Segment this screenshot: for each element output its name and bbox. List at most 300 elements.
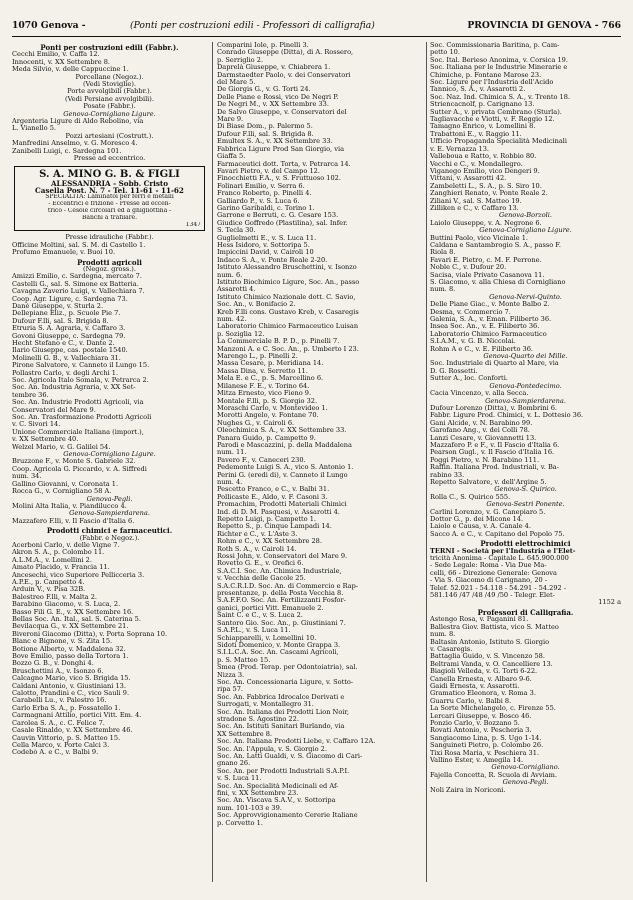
directory-entry: L. Vianello 5.: [12, 125, 56, 133]
directory-entry: Richter e C., v. L'Aste 3.: [217, 530, 298, 538]
directory-entry: Panara Guido, p. Campetto 9.: [217, 434, 316, 442]
subheading: Presse idrauliche (Fabbr.).: [65, 234, 154, 242]
directory-entry: Conrado Giuseppe (Ditta), di A. Rossero,: [217, 49, 354, 57]
directory-entry: Carabelli Lu., v. Palestro 16.: [12, 697, 107, 705]
directory-entry: Finocchietti F.A., v. S. Fruttuoso 102.: [217, 175, 341, 183]
directory-entry: Gani Alcide, v. N. Barabino 99.: [430, 419, 533, 427]
directory-entry: Laiolo Giuseppe, v. A. Negrone 6.: [430, 219, 542, 227]
section-heading: Professori di Calligrafia.: [477, 608, 574, 617]
column-3: [430, 42, 621, 882]
directory-entry: D. G. Rossetti.: [430, 367, 478, 375]
directory-entry: Zanibelli Luigi, c. Sardegna 101.: [12, 147, 122, 155]
directory-entry: S. Tecla 30.: [217, 227, 256, 235]
directory-entry: Garrone e Berruti, c. G. Cesare 153.: [217, 212, 339, 220]
directory-entry: Striencacnolf, p. Carignano 13.: [430, 101, 535, 109]
directory-entry: Rovati Antonio, v. Pescheria 3.: [430, 727, 532, 735]
ad-line: Casella Post. N. 7 - Tel. 11-61 - 11-62: [35, 186, 184, 195]
ad-line: SPECIALITÀ: Laminatoi per ferri e metalli: [45, 194, 174, 201]
directory-entry: num. 42.: [217, 316, 247, 324]
directory-entry: Argenteria Ligure di Aldo Rebolino, via: [12, 118, 144, 126]
directory-entry: Ponzio Carlo, v. Bozzano 5.: [430, 719, 520, 727]
directory-entry: Ind. di D. M. Pasquesi, v. Assarotti 4.: [217, 508, 340, 516]
directory-entry: Bevilacqua G., v. XX Settembre 21.: [12, 623, 129, 631]
directory-entry: p. Corvetto 1.: [217, 819, 263, 827]
subheading: Genova-Cornigliano.: [491, 764, 560, 772]
directory-entry: num. 8.: [430, 286, 456, 294]
directory-entry: num. 8.: [430, 631, 456, 639]
directory-entry: Meda Silvio, v. delle Cappuccine 1.: [12, 66, 129, 74]
directory-entry: Moraschi Carlo, v. Montevideo 1.: [217, 404, 328, 412]
directory-entry: Casale Rinaldo, v. XX Settembre 46.: [12, 727, 133, 735]
directory-entry: Soc. Commissionaria Baritina, p. Cam-: [430, 42, 560, 49]
terni-line: Telef. 52.021 - 54.118 - 54.291 - 54.292 -: [430, 584, 567, 592]
directory-entry: Saint C. e C., v. S. Luca 2.: [217, 612, 303, 620]
directory-entry: Rossi John, v. Conservatori del Mare 9.: [217, 553, 348, 561]
column-1: [12, 42, 207, 882]
directory-entry: Soc. An. Fabbrica Idrocalce Derivati e: [217, 693, 345, 701]
directory-entry: Chimiche, p. Fontane Marose 23.: [430, 71, 542, 79]
directory-entry: Mela E. e C., p. S. Marcellino 6.: [217, 375, 324, 383]
directory-entry: v. Casaregis.: [430, 645, 473, 653]
directory-entry: Istituto Chimico Nazionale dott. C. Savio,: [217, 293, 356, 301]
subheading: Genova-Quarto dei Mille.: [483, 353, 568, 361]
ad-line: trico - Cesoie circolari ed a ghigliottina -: [47, 207, 172, 214]
directory-entry: Soc. An. Latti Gualdi, v. S. Giacomo di Cari-: [217, 753, 363, 760]
directory-entry: Roth S. A., v. Cairoli 14.: [217, 545, 297, 553]
directory-entry: Montale F.lli, p. S. Giorgio 32.: [217, 397, 318, 405]
directory-entry: S.A.C.R.I.D. Soc. An. di Commercio e Rap-: [217, 582, 359, 590]
subheading: Porcellane (Negoz.).: [75, 73, 144, 81]
directory-entry: Noble C., v. Dufour 20.: [430, 264, 507, 272]
directory-entry: Pollastro Carlo, v. degli Archi 1.: [12, 369, 119, 377]
directory-entry: Soc. An. Industria Agraria, v. XX Set-: [12, 384, 136, 392]
section-heading: Prodotti elettrochimici: [480, 540, 571, 548]
directory-entry: Santoro Gio. Soc. An., p. Giustiniani 7.: [217, 619, 346, 627]
directory-entry: Tannico, S. A., v. Assarotti 2.: [430, 86, 526, 94]
directory-entry: Tixi Rosa Maria, v. Peschiera 31.: [430, 749, 540, 757]
directory-entry: Pescetto Franco, e C., v. Balbi 31.: [217, 486, 330, 494]
directory-entry: Garino Garibaldi, c. Torino 1.: [217, 204, 315, 212]
directory-entry: ripa 57.: [217, 686, 243, 694]
directory-entry: Manfredini Anselmo, v. G. Moresco 4.: [12, 140, 138, 148]
directory-entry: Comparini Iole, p. Pinelli 3.: [217, 42, 309, 49]
directory-entry: Raffin. Italiana Prod. Industriali, v. Ba-: [430, 464, 559, 472]
directory-entry: v. XX Settembre 40.: [12, 436, 79, 444]
directory-entry: Ilario Giuseppe, cas. postale 1540.: [12, 347, 128, 355]
directory-entry: Rolla C., S. Quirico 555.: [430, 493, 511, 501]
directory-entry: Gallino Giovanni, v. Coronata 1.: [12, 480, 119, 488]
subheading: (Fabbr. e Negoz.).: [79, 534, 140, 542]
directory-entry: Oleochimica S. A., v. XX Settembre 33.: [217, 427, 347, 435]
directory-entry: Milanese F. E., v. Torino 64.: [217, 382, 310, 390]
subheading: Genova-Pegli.: [86, 495, 133, 503]
directory-entry: Sacco A. e C., v. Capitano del Popolo 75.: [430, 530, 565, 538]
directory-entry: Soc. An. Istituti Sanitari Burlando, via: [217, 723, 345, 731]
directory-entry: Pollicaste E., Aldo, v. F. Casoni 3.: [217, 493, 328, 501]
header-center: (Ponti per costruzioni edili - Professori di calligrafia): [130, 20, 375, 31]
directory-entry: Soc. Ligure per l'Industria dell'Acido: [430, 79, 554, 87]
directory-entry: Folinari Emilio, v. Serra 6.: [217, 182, 305, 190]
terni-line: 581.146 /47 /48 /49 /50 - Telegr. Elet-: [430, 592, 555, 600]
directory-entry: S.I.L.C.A. Soc. An. Cascami Agricoli,: [217, 649, 339, 657]
subheading: Pozzi artesiani (Costrutt.).: [65, 132, 154, 140]
directory-entry: Repetto Luigi, p. Campetto 1.: [217, 516, 317, 523]
directory-entry: Pavero F., v. Caneceri 230.: [217, 456, 306, 464]
directory-entry: ganici, portici Vitt. Emanuele 2.: [217, 604, 324, 612]
directory-entry: fini, v. XX Settembre 23.: [217, 790, 299, 798]
directory-entry: XX Settembre 8.: [217, 730, 273, 738]
directory-entry: Dellepiane Eliz., p. Scuole Pie 7.: [12, 310, 121, 318]
directory-entry: Rocca G., v. Cornigliano 58 A.: [12, 488, 112, 496]
subheading: Genova-Pontedecimo.: [489, 382, 562, 390]
directory-entry: Giaffa 5.: [217, 153, 246, 161]
directory-entry: De Salvo Giuseppe, v. Conservatori del: [217, 108, 347, 116]
directory-entry: Innocenti, v. XX Settembre 8.: [12, 58, 111, 66]
directory-entry: Surrogati, v. Montallegro 31.: [217, 701, 314, 709]
directory-entry: Istituto Alessandro Bruschettini, v. Isonzo: [217, 264, 357, 272]
directory-entry: Bellas Soc. An. Ital., sal. S. Caterina 5.: [12, 616, 141, 624]
directory-entry: Soc. Agricola Italo Somala, v. Petrarca 2.: [12, 377, 149, 385]
page-header: [12, 20, 621, 36]
directory-entry: Coop. Agricola G. Piccardo, v. A. Siffredi: [12, 465, 147, 473]
directory-entry: Guglielmetti E., v. S. Luca 11.: [217, 234, 317, 242]
directory-entry: De Giorgis G., v. G. Torti 24.: [217, 86, 311, 94]
directory-entry: S.A.P.L., v. S. Luca 11.: [217, 627, 291, 635]
directory-entry: Massa Dina, v. Serretto 11.: [217, 367, 308, 375]
directory-entry: Rohm e C., v. XX Settembre 28.: [217, 538, 322, 546]
column-divider: [426, 42, 427, 882]
directory-entry: Sacisa, viale Privato Casanova 11.: [430, 271, 545, 279]
directory-entry: rabino 33.: [430, 471, 465, 479]
directory-entry: Baltasin Antonio, Istituto S. Giorgio: [430, 638, 550, 646]
directory-entry: Pearson Gugl., v. Il Fascio d'Italia 16.: [430, 449, 555, 457]
directory-entry: Laboratorio Chimico Farmaceutico Luisan: [217, 323, 359, 331]
directory-entry: Morotti Angelo, v. Fontane 70.: [217, 412, 319, 420]
directory-entry: Vallino Ester, v. Amegila 14.: [430, 757, 524, 764]
directory-entry: Istituto Biochimico Ligure, Soc. An., passo: [217, 279, 360, 286]
directory-entry: Bruschettini A., v. Isonzo 6.: [12, 667, 104, 675]
directory-entry: Battaglia Guido, v. S. Vincenzo 58.: [430, 653, 545, 661]
directory-entry: Calcagno Mario, vico S. Brigida 15.: [12, 675, 131, 683]
directory-entry: S.A.C.I. Soc. An. Chimica Industriale,: [217, 567, 342, 575]
directory-entry: S.I.A.M., v. G. B. Niccolai.: [430, 338, 516, 346]
directory-entry: Darmstaedter Paolo, v. dei Conservatori: [217, 71, 351, 79]
directory-entry: Cavagna Zaverio Luigi, v. Vallechiara 7.: [12, 288, 145, 296]
directory-entry: Acerboni Carlo, v. delle Vigne 7.: [12, 541, 120, 549]
directory-entry: Favari E. Pietro, c. M. F. Perrone.: [430, 256, 542, 264]
terni-line: TERNI - Società per l'Industria e l'Elet-: [430, 547, 576, 555]
section-heading: Prodotti agricoli: [77, 258, 142, 266]
directory-entry: Soc. An. Industrie Prodotti Agricoli, via: [12, 399, 144, 407]
subheading: Presse ad eccentrico.: [73, 155, 146, 163]
directory-entry: Ancesechi, vico Superiore Pellicceria 3.: [12, 571, 145, 579]
directory-entry: Kreb F.lli cons. Gustavo Kreb, v. Casaregis: [217, 308, 359, 316]
directory-entry: stradone S. Agostino 22.: [217, 715, 299, 723]
directory-entry: Parodi e Mascazzini, p. della Maddalena: [217, 441, 352, 449]
directory-entry: Hecht Stefano e C., v. Dante 2.: [12, 339, 115, 347]
section-heading: Ponti per costruzioni edili (Fabbr.).: [40, 44, 179, 52]
directory-entry: v. C. Sivori 14.: [12, 421, 61, 429]
directory-entry: Pedemonte Luigi S. A., vico S. Antonio 1.: [217, 464, 354, 472]
subheading: Genova-Cornigliano Ligure.: [479, 227, 572, 235]
directory-entry: Cauvin Vittorio, p. S. Matteo 15.: [12, 734, 121, 742]
subheading: Genova-Nervi-Quinto.: [489, 293, 562, 301]
directory-entry: Hess Isidoro, v. Sottoripa 5.: [217, 241, 310, 249]
directory-entry: Caldana e Santambrogio S. A., passo F.: [430, 241, 561, 249]
column-divider: [212, 42, 213, 882]
directory-entry: Coop. Agr. Ligure, c. Sardegna 73.: [12, 295, 128, 303]
directory-entry: Galliardo P., v. S. Luca 6.: [217, 197, 300, 205]
column-2: [217, 42, 423, 882]
directory-entry: Govoni Giuseppe, c. Sardegna 79.: [12, 332, 126, 340]
directory-entry: Calotto, Prandini e C., vico Sauli 9.: [12, 690, 130, 698]
directory-entry: Gramatico Eleonora, v. Roma 3.: [430, 690, 536, 698]
subheading: Genova-Sestri Ponente.: [486, 501, 565, 509]
directory-entry: Carmagnani Attilio, portici Vitt. Em. 4.: [12, 712, 142, 720]
directory-entry: Bruzzone F., v. Monte S. Gabriele 32.: [12, 458, 136, 466]
directory-entry: Zanghieri Renato, v. Ponte Reale 2.: [430, 190, 548, 198]
directory-entry: Nizza 3.: [217, 671, 245, 679]
directory-entry: Profumo Emanuele, v. Buoi 10.: [12, 249, 116, 257]
directory-entry: Caldani Antonio, v. Giustiniani 13.: [12, 682, 126, 690]
header-rule: [12, 36, 621, 37]
directory-entry: Repetto S., p. Cinque Lampadi 14.: [217, 523, 332, 531]
directory-entry: Emultex S. A., v. XX Settembre 33.: [217, 138, 333, 146]
directory-entry: Viganego Emilio, vico Dengeri 9.: [430, 167, 540, 175]
directory-entry: De Negri M., v. XX Settembre 33.: [217, 101, 329, 109]
section-heading: Prodotti chimici e farmaceutici.: [46, 527, 173, 535]
terni-line: 1152 a: [598, 599, 621, 607]
directory-entry: Codebò A. e C., v. Balbi 9.: [12, 749, 99, 757]
directory-entry: Castelli G., sal. S. Simone ex Batteria.: [12, 280, 139, 288]
directory-entry: Ziliani V., sal. S. Matteo 19.: [430, 197, 522, 205]
directory-entry: Noli Zaira in Noriconi.: [430, 786, 506, 794]
directory-entry: v. E. Vernazza 13.: [430, 145, 489, 153]
directory-entry: Biveroni Giacomo (Ditta), v. Porta Soprana 10.: [12, 630, 168, 638]
subheading: Posate (Fabbr.).: [83, 103, 136, 111]
directory-entry: Soc. Industriale di Quarto al Mare, via: [430, 360, 559, 368]
directory-entry: Barabino Giacomo, v. S. Luca, 2.: [12, 601, 121, 609]
directory-entry: Arduin V., v. Pisa 32B.: [12, 586, 86, 594]
directory-entry: Mare 9.: [217, 116, 244, 124]
subheading: (Vedi Stoviglie).: [82, 81, 137, 89]
directory-entry: Vittani, v. Assarotti 42.: [430, 175, 507, 183]
directory-entry: Biagioli Velleda, v. G. Torti 6-22.: [430, 668, 538, 676]
directory-entry: Nughes G., v. Cairoli 6.: [217, 419, 295, 427]
ad-line: ALESSANDRIA - Sobb. Cristo: [50, 179, 169, 187]
directory-entry: Beltrami Vanda, v. O. Cancelliere 13.: [430, 660, 553, 668]
directory-entry: p. Soziglia 12.: [217, 330, 265, 338]
directory-entry: del Mare 5.: [217, 79, 256, 87]
directory-entry: Laboratorio Chimico Farmaceutico: [430, 330, 547, 338]
directory-entry: Schiapparelli, v. Lomellini 10.: [217, 634, 317, 642]
directory-entry: Repetto Salvatore, v. dell'Argine 5.: [430, 478, 547, 486]
directory-entry: Molini Alta Italia, v. Piandilucco 4.: [12, 502, 127, 510]
terni-line: tricità Anonima - Capitale L. 645.900.000: [430, 555, 569, 563]
directory-entry: Vecchi e C., v. Mondallegro.: [430, 160, 523, 168]
directory-entry: Valleboua e Ratto, v. Robbio 80.: [430, 153, 537, 161]
directory-entry: La Commerciale B. P. D., p. Pinelli 7.: [217, 338, 340, 346]
subheading: Genova-Sampierdarena.: [485, 397, 566, 405]
ad-line: 1347: [185, 221, 201, 228]
directory-entry: Sutter A., v. privata Cembrano (Sturla).: [430, 108, 562, 116]
directory-entry: num. 11.: [217, 449, 247, 457]
directory-entry: gnano 26.: [217, 760, 251, 768]
directory-entry: Laiolo e Causa, v. A. Canale 4.: [430, 523, 531, 531]
directory-entry: num. 34.: [12, 473, 42, 481]
directory-entry: Amato Placido, v. Francia 11.: [12, 564, 110, 572]
directory-entry: Daprelà Giuseppe, v. Chiabrera 1.: [217, 64, 331, 72]
directory-entry: Conservatori del Mare 9.: [12, 406, 96, 414]
ad-line: - Eccentrici e frizione - Presse ad eccen-: [48, 201, 171, 208]
directory-entry: Galenia, S. A., v. Eman. Filiberto 36.: [430, 316, 552, 324]
directory-entry: Sutter A., loc. Conforti.: [430, 375, 508, 383]
directory-entry: p. Serriglio 2.: [217, 56, 264, 64]
directory-entry: Franco Roberto, p. Pinelli 4.: [217, 190, 312, 198]
directory-entry: Lercari Giuseppe, v. Bosco 46.: [430, 712, 532, 720]
subheading: Genova-Borzoli.: [499, 212, 552, 220]
advertisement-box: [14, 166, 205, 232]
directory-entry: Garofano Ang., v. dei Colli 78.: [430, 427, 530, 435]
directory-entry: Zambeletti L., S. A., p. S. Siro 10.: [430, 182, 542, 190]
directory-entry: Akron S. A., p. Colombo 11.: [12, 549, 105, 557]
directory-entry: num. 4.: [217, 478, 243, 486]
directory-entry: Fabbr. Ligure Prod. Chimici, v. L. Dottesio 36.: [430, 412, 584, 420]
directory-entry: Mitza Ernesto, vico Fieno 9.: [217, 390, 312, 398]
directory-entry: Mazzafero F.lli, v. Il Fascio d'Italia 6.: [12, 517, 135, 525]
directory-entry: Soc. Approvvigionamento Cererie Italiane: [217, 812, 358, 820]
directory-entry: Soc. Naz. Ind. Chimica S. A., v. Trento 18.: [430, 93, 571, 101]
directory-entry: Rohm A e C., v. E. Filiberto 36.: [430, 345, 534, 353]
directory-entry: Soc. An., v. Bonifacio 2.: [217, 301, 296, 309]
directory-entry: Tamagno Enrico, v. Lomellini 8.: [430, 123, 536, 131]
directory-entry: Smea (Prod. Terap. per Odontoiatria), sal.: [217, 664, 358, 672]
directory-entry: Basso Fili G. E., v. XX Settembre 16.: [12, 608, 134, 616]
directory-entry: Assarotti 4.: [217, 286, 256, 294]
directory-entry: Indaco S. A., v. Ponte Reale 2-20.: [217, 256, 328, 264]
directory-entry: Ufficio Propaganda Specialità Medicinali: [430, 138, 568, 146]
directory-entry: Ballestra Giov. Battista, vico S. Matteo: [430, 623, 559, 631]
subheading: Genova-Sampierdarena.: [69, 510, 150, 518]
directory-entry: Unione Commerciale Italiana (import.),: [12, 428, 144, 436]
directory-entry: Soc. An. Italiana Prodotti Liebe, v. Caffaro 12A.: [217, 738, 376, 746]
directory-entry: La Sorte Michelangelo, c. Firenze 55.: [430, 705, 556, 713]
directory-entry: Soc. An. Concessionaria Ligure, v. Sotto-: [217, 678, 354, 686]
directory-entry: num. 6.: [217, 271, 243, 279]
directory-entry: Dufour F.lli, sal. S. Brigida 8.: [217, 130, 314, 138]
ad-line: S. A. MINO G. B. & FIGLI: [39, 168, 180, 180]
directory-entry: Manzoni A. e C. Soc. An., p. Umberto I 23.: [217, 345, 359, 353]
directory-entry: S.A.F.F.O. Soc. An. Fertilizzanti Fosfor-: [217, 597, 346, 605]
directory-entry: Delle Piane e Rossi, vico De Negri P.: [217, 93, 339, 101]
directory-entry: Dufour Lorenzo (Ditta), v. Bombrini 6.: [430, 404, 558, 412]
directory-entry: Dufour F.lli, sal. S. Brigida 8.: [12, 317, 109, 325]
directory-entry: Buttini Paolo, vico Vicinale 1.: [430, 234, 528, 242]
directory-entry: Guarru Carlo, v. Balbi 8.: [430, 697, 512, 705]
directory-entry: Trabattoni E., v. Raggio 11.: [430, 130, 522, 138]
subheading: Genova-S. Quirico.: [494, 486, 557, 494]
subheading: (Vedi Persiane avvolgibili).: [65, 95, 154, 103]
directory-entry: Favari Pietro, v. del Campo 12.: [217, 167, 320, 175]
subheading: Genova-Cornigliano Ligure.: [63, 110, 156, 118]
directory-entry: Sangiacomo Lina, p. S. Ugo 1-14.: [430, 734, 542, 742]
directory-entry: Welzel Mario, v. G. Galilei 54.: [12, 443, 111, 451]
directory-entry: Dané Giuseppe, v. Sturla 2.: [12, 302, 104, 310]
directory-entry: Canella Ernesta, v. Albaro 9-6.: [430, 675, 532, 683]
directory-entry: Promachim, Prodotti Materiali Chimici: [217, 501, 347, 509]
directory-entry: Carolea S. A., c. C. Felice 7.: [12, 719, 105, 727]
terni-line: - Via S. Giacomo di Carignano, 20 -: [430, 577, 548, 585]
terni-line: - Sede Legale: Roma - Via Due Ma-: [430, 562, 547, 570]
directory-entry: Riola 8.: [430, 249, 456, 257]
directory-entry: Soc. An. l'Appula, v. S. Giorgio 2.: [217, 745, 327, 753]
directory-entry: Tagliavacche e Viotti, v. F. Reggio 12.: [430, 116, 555, 124]
directory-entry: S. Giacomo, v. alla Chiesa di Cornigliano: [430, 279, 566, 286]
directory-entry: Balestreo F.lli, v. Malta 2.: [12, 593, 97, 601]
directory-entry: Amizzi Emilio, c. Sardegna, mercato 7.: [12, 273, 142, 281]
terni-line: celli, 66 - Direzione Generale: Genova: [430, 569, 557, 577]
directory-entry: Zilliken e C., v. Caffaro 13.: [430, 204, 519, 212]
directory-entry: Molinelli G. B., v. Vallechiara 31.: [12, 354, 121, 362]
ad-line: Banchi a trafilare.: [81, 214, 138, 221]
directory-entry: Cacia Vincenzo, v. alla Secca.: [430, 390, 529, 398]
directory-entry: Delle Piane Giac., v. Monte Balbo 2.: [430, 301, 550, 309]
directory-entry: p. S. Matteo 15.: [217, 656, 271, 664]
directory-entry: Pirone Salvatore, v. Canneto il Lungo 15.: [12, 362, 150, 370]
directory-entry: Soc. An. per Prodotti Industriali S.A.P.I.: [217, 767, 350, 775]
directory-entry: Soc. Italiana per le Industrie Minerarie e: [430, 64, 568, 72]
directory-entry: Sanguineti Pietro, p. Colombo 26.: [430, 742, 544, 750]
header-right: PROVINCIA DI GENOVA - 766: [467, 20, 621, 31]
subheading: Genova-Pegli.: [502, 779, 549, 787]
subheading: Porte avvolgibili (Fabbr.).: [67, 88, 152, 96]
directory-entry: petto 10.: [430, 49, 460, 57]
directory-entry: Soc. Ital. Berieso Anonima, v. Corsica 19.: [430, 56, 568, 64]
directory-entry: Sidoti Domenico, v. Monte Grappa 3.: [217, 641, 341, 649]
directory-entry: Cecchi Emilio, v. Caffa 12.: [12, 51, 100, 59]
directory-entry: Soc. An. Trasformazione Prodotti Agricoli: [12, 414, 152, 422]
directory-entry: presentanze, p. della Posta Vecchia 8.: [217, 590, 344, 598]
directory-entry: Carlini Lorenzo, v. G. Canepiaro 5.: [430, 508, 546, 516]
directory-entry: v. S. Luca 11.: [217, 775, 262, 783]
directory-entry: tembre 36.: [12, 391, 49, 399]
directory-entry: Insea Soc. An., v. E. Filiberto 36.: [430, 323, 540, 331]
header-left: 1070 Genova -: [12, 20, 86, 31]
terni-advertisement: [430, 548, 621, 607]
directory-entry: Soc. An. Specialità Medicinali ed Af-: [217, 782, 339, 790]
directory-entry: Di Biase Dom., p. Palermo 5.: [217, 123, 313, 131]
directory-entry: Soc. An. Italiana dei Prodotti Lion Noir,: [217, 708, 349, 716]
directory-entry: Bozzo G. B., v. Donghi 4.: [12, 660, 94, 668]
directory-entry: Dottor G., p. dei Micone 14.: [430, 516, 524, 523]
directory-entry: Botione Alberto, v. Maddalena 32.: [12, 645, 126, 653]
directory-entry: Gaidi Ernesta, v. Assarotti.: [430, 682, 520, 690]
directory-entry: Soc. An. Viscava S.A.V., v. Sottoripa: [217, 797, 336, 805]
directory-entry: Impiccini David, v. Cairoli 10: [217, 249, 314, 257]
directory-entry: Etruria S. A. Agraria, v. Caffaro 3.: [12, 325, 126, 333]
directory-entry: v. Vecchia delle Gacole 25.: [217, 575, 306, 583]
directory-entry: Mazzafero P. e F., v. Il Fascio d'Italia 6.: [430, 441, 560, 449]
directory-entry: Officine Moltini, sal. S. M. di Castello 1.: [12, 241, 146, 249]
directory-entry: Carlo Erba S. A., p. Fossatello 1.: [12, 704, 121, 712]
directory-entry: Desma, v. Commercio 7.: [430, 308, 511, 316]
directory-entry: Blanc e Bignone, v. S. Zita 15.: [12, 638, 113, 646]
directory-entry: Poggi Pietro, v. N. Barabino 111.: [430, 456, 540, 464]
subheading: Genova-Cornigliano Ligure.: [63, 451, 156, 459]
directory-entry: Fajella Concetta, R. Scuola di Avviam.: [430, 771, 558, 779]
directory-entry: Fabbrica Ligure Prod San Giorgio, via: [217, 145, 345, 153]
subheading: (Negoz. gross.).: [83, 265, 136, 273]
